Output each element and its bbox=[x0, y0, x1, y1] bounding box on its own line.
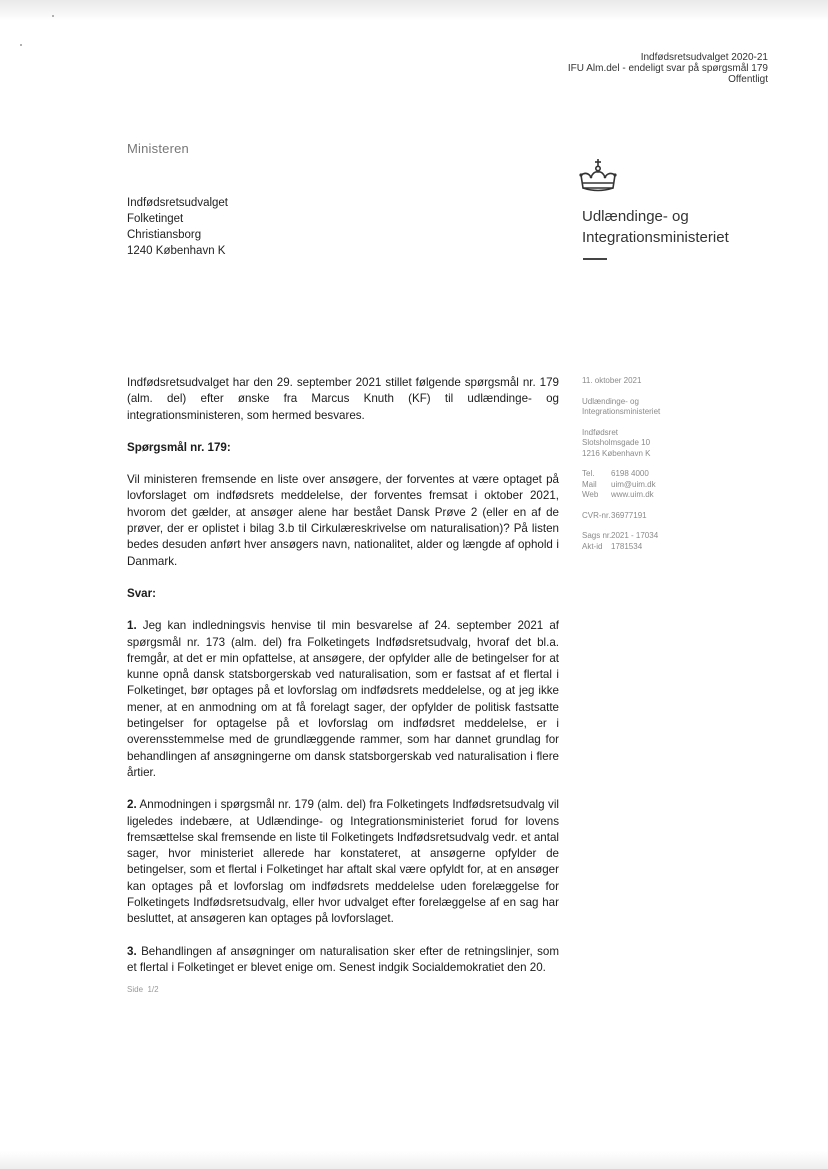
contact-key: Tel. bbox=[582, 469, 595, 478]
answer-paragraph-2 bbox=[127, 797, 559, 927]
ministry-name-line: Udlændinge- og bbox=[582, 208, 689, 225]
office-line: Indfødsret bbox=[582, 427, 619, 437]
case-row bbox=[582, 542, 660, 553]
question-paragraph: Vil ministeren fremsende en liste over ansøgere, der forventes at være optaget på lovforslaget om indfødsrets meddelelse, der forventes fremsat i oktober 2021, hvorom det gælder, at ansøger alene har bestået Dansk Prøve 2 (eller en af de prøver, der er oplistet i bilag 3.b til Cirkulæreskrivelse om naturalisation)? På listen bedes desuden anført hver ansøgers navn, nationalitet, alder og længde af ophold i Danmark. bbox=[127, 473, 559, 568]
letter-date: 11. oktober 2021 bbox=[582, 376, 642, 385]
page-indicator bbox=[127, 985, 159, 994]
contact-value: www.uim.dk bbox=[611, 490, 654, 499]
page-value: 1/2 bbox=[147, 985, 159, 994]
case-row bbox=[582, 531, 660, 542]
paragraph-text: Anmodningen i spørgsmål nr. 179 (alm. del) fra Folketingets Indfødsretsudvalg vil ligeledes indebære, at Udlændinge- og Integrationsministeriet forud for lovens fremsættelse skal fremsende en liste til Folketingets Indfødsretsudvalg vedr. et antal sager, hvor ministeriet allerede har konstateret, at ansøgerne opfylder de betingelser, som et flertal i Folketinget har aftalt skal være opfyldt for, at en ansøger kan optages på et lovforslag om indfødsrets meddelelse uden forelæggelse for Folketingets Indfødsretsudvalg, eller hvor udvalget efter forelæggelse af en sag har besluttet, at ansøgeren kan optages på lovforslaget. bbox=[127, 798, 559, 926]
office-address bbox=[582, 428, 660, 460]
scan-edge-bottom bbox=[0, 1151, 828, 1169]
ministry-divider bbox=[583, 258, 607, 260]
cvr-value: 36977191 bbox=[611, 510, 647, 520]
letter-body bbox=[127, 375, 559, 992]
scan-speck bbox=[20, 44, 22, 46]
paragraph-number: 3. bbox=[127, 944, 137, 958]
contact-row bbox=[582, 469, 660, 480]
stamp-line: Indfødsretsudvalget 2020-21 bbox=[640, 52, 768, 63]
answer-paragraph-1 bbox=[127, 618, 559, 781]
address-line: Christiansborg bbox=[127, 229, 202, 241]
paragraph-text: Jeg kan indledningsvis henvise til min besvarelse af 24. september 2021 af spørgsmål nr. 173 (alm. del) fra Folketingets Indfødsretsudvalg, hvoraf det bl.a. fremgår, at det er min opfattelse, at ansøgere, der opfylder alle de betingelser for at kunne opnå dansk statsborgerskab ved naturalisation, som er fastsat af et flertal i Folketinget, bør optages på et lovforslag om indfødsrets meddelelse, og at jeg ikke mener, at en anmodning om at få forelagt sager, der opfylder de politisk fastsatte betingelser for optagelse på et lovforslag om indfødsret meddelelse, er i overensstemmelse med de grundlæggende rammer, som har dannet grundlag for behandlingen af ansøgningerne om dansk statsborgerskab ved naturalisation i flere årtier. bbox=[127, 619, 559, 779]
contact-key: Mail bbox=[582, 479, 597, 489]
address-line: Folketinget bbox=[127, 213, 184, 225]
office-line: 1216 København K bbox=[582, 448, 651, 458]
department-line: Udlændinge- og bbox=[582, 396, 639, 406]
royal-crown-icon bbox=[578, 158, 618, 194]
department bbox=[582, 397, 660, 418]
answer-heading: Svar: bbox=[127, 586, 157, 600]
case-key: Sags nr. bbox=[582, 531, 612, 540]
contact-key: Web bbox=[582, 490, 599, 499]
contact-row bbox=[582, 490, 660, 501]
contact-info bbox=[582, 469, 660, 501]
ministry-name bbox=[582, 206, 729, 248]
contact-value: uim@uim.dk bbox=[611, 479, 656, 489]
sender-label: Ministeren bbox=[127, 141, 189, 156]
stamp-line: IFU Alm.del - endeligt svar på spørgsmål 179 bbox=[567, 63, 768, 74]
cvr-key: CVR-nr. bbox=[582, 510, 611, 520]
page-label: Side bbox=[127, 985, 144, 994]
scan-speck bbox=[52, 15, 54, 17]
paragraph-text: Behandlingen af ansøgninger om naturalisation sker efter de retningslinjer, som et flertal i Folketinget er blevet enige om. Senest indgik Socialdemokratiet den 20. bbox=[127, 944, 559, 974]
case-info bbox=[582, 531, 660, 552]
paragraph-number: 2. bbox=[127, 798, 137, 812]
scan-edge-top bbox=[0, 0, 828, 20]
address-line: Indfødsretsudvalget bbox=[127, 197, 229, 209]
intro-paragraph: Indfødsretsudvalget har den 29. september 2021 stillet følgende spørgsmål nr. 179 (alm. del) efter ønske fra Marcus Knuth (KF) til udlændinge- og integrationsministeren, som hermed besvares. bbox=[127, 376, 559, 422]
ministry-name-line: Integrationsministeriet bbox=[582, 229, 729, 246]
stamp-line: Offentligt bbox=[728, 74, 768, 85]
office-line: Slotsholmsgade 10 bbox=[582, 438, 651, 447]
cvr-info bbox=[582, 511, 660, 522]
department-line: Integrationsministeriet bbox=[582, 407, 661, 416]
answer-paragraph-3 bbox=[127, 944, 559, 977]
recipient-address bbox=[127, 195, 228, 259]
question-heading: Spørgsmål nr. 179: bbox=[127, 440, 231, 454]
address-line: 1240 København K bbox=[127, 245, 226, 257]
sidebar-details bbox=[582, 376, 660, 562]
cvr-row bbox=[582, 511, 660, 522]
contact-row bbox=[582, 480, 660, 491]
case-value: 1781534 bbox=[611, 541, 643, 551]
case-key: Akt-id bbox=[582, 541, 603, 551]
paragraph-number: 1. bbox=[127, 619, 137, 633]
contact-value: 6198 4000 bbox=[611, 469, 649, 478]
document-stamp bbox=[568, 52, 768, 85]
case-value: 2021 - 17034 bbox=[611, 531, 659, 540]
